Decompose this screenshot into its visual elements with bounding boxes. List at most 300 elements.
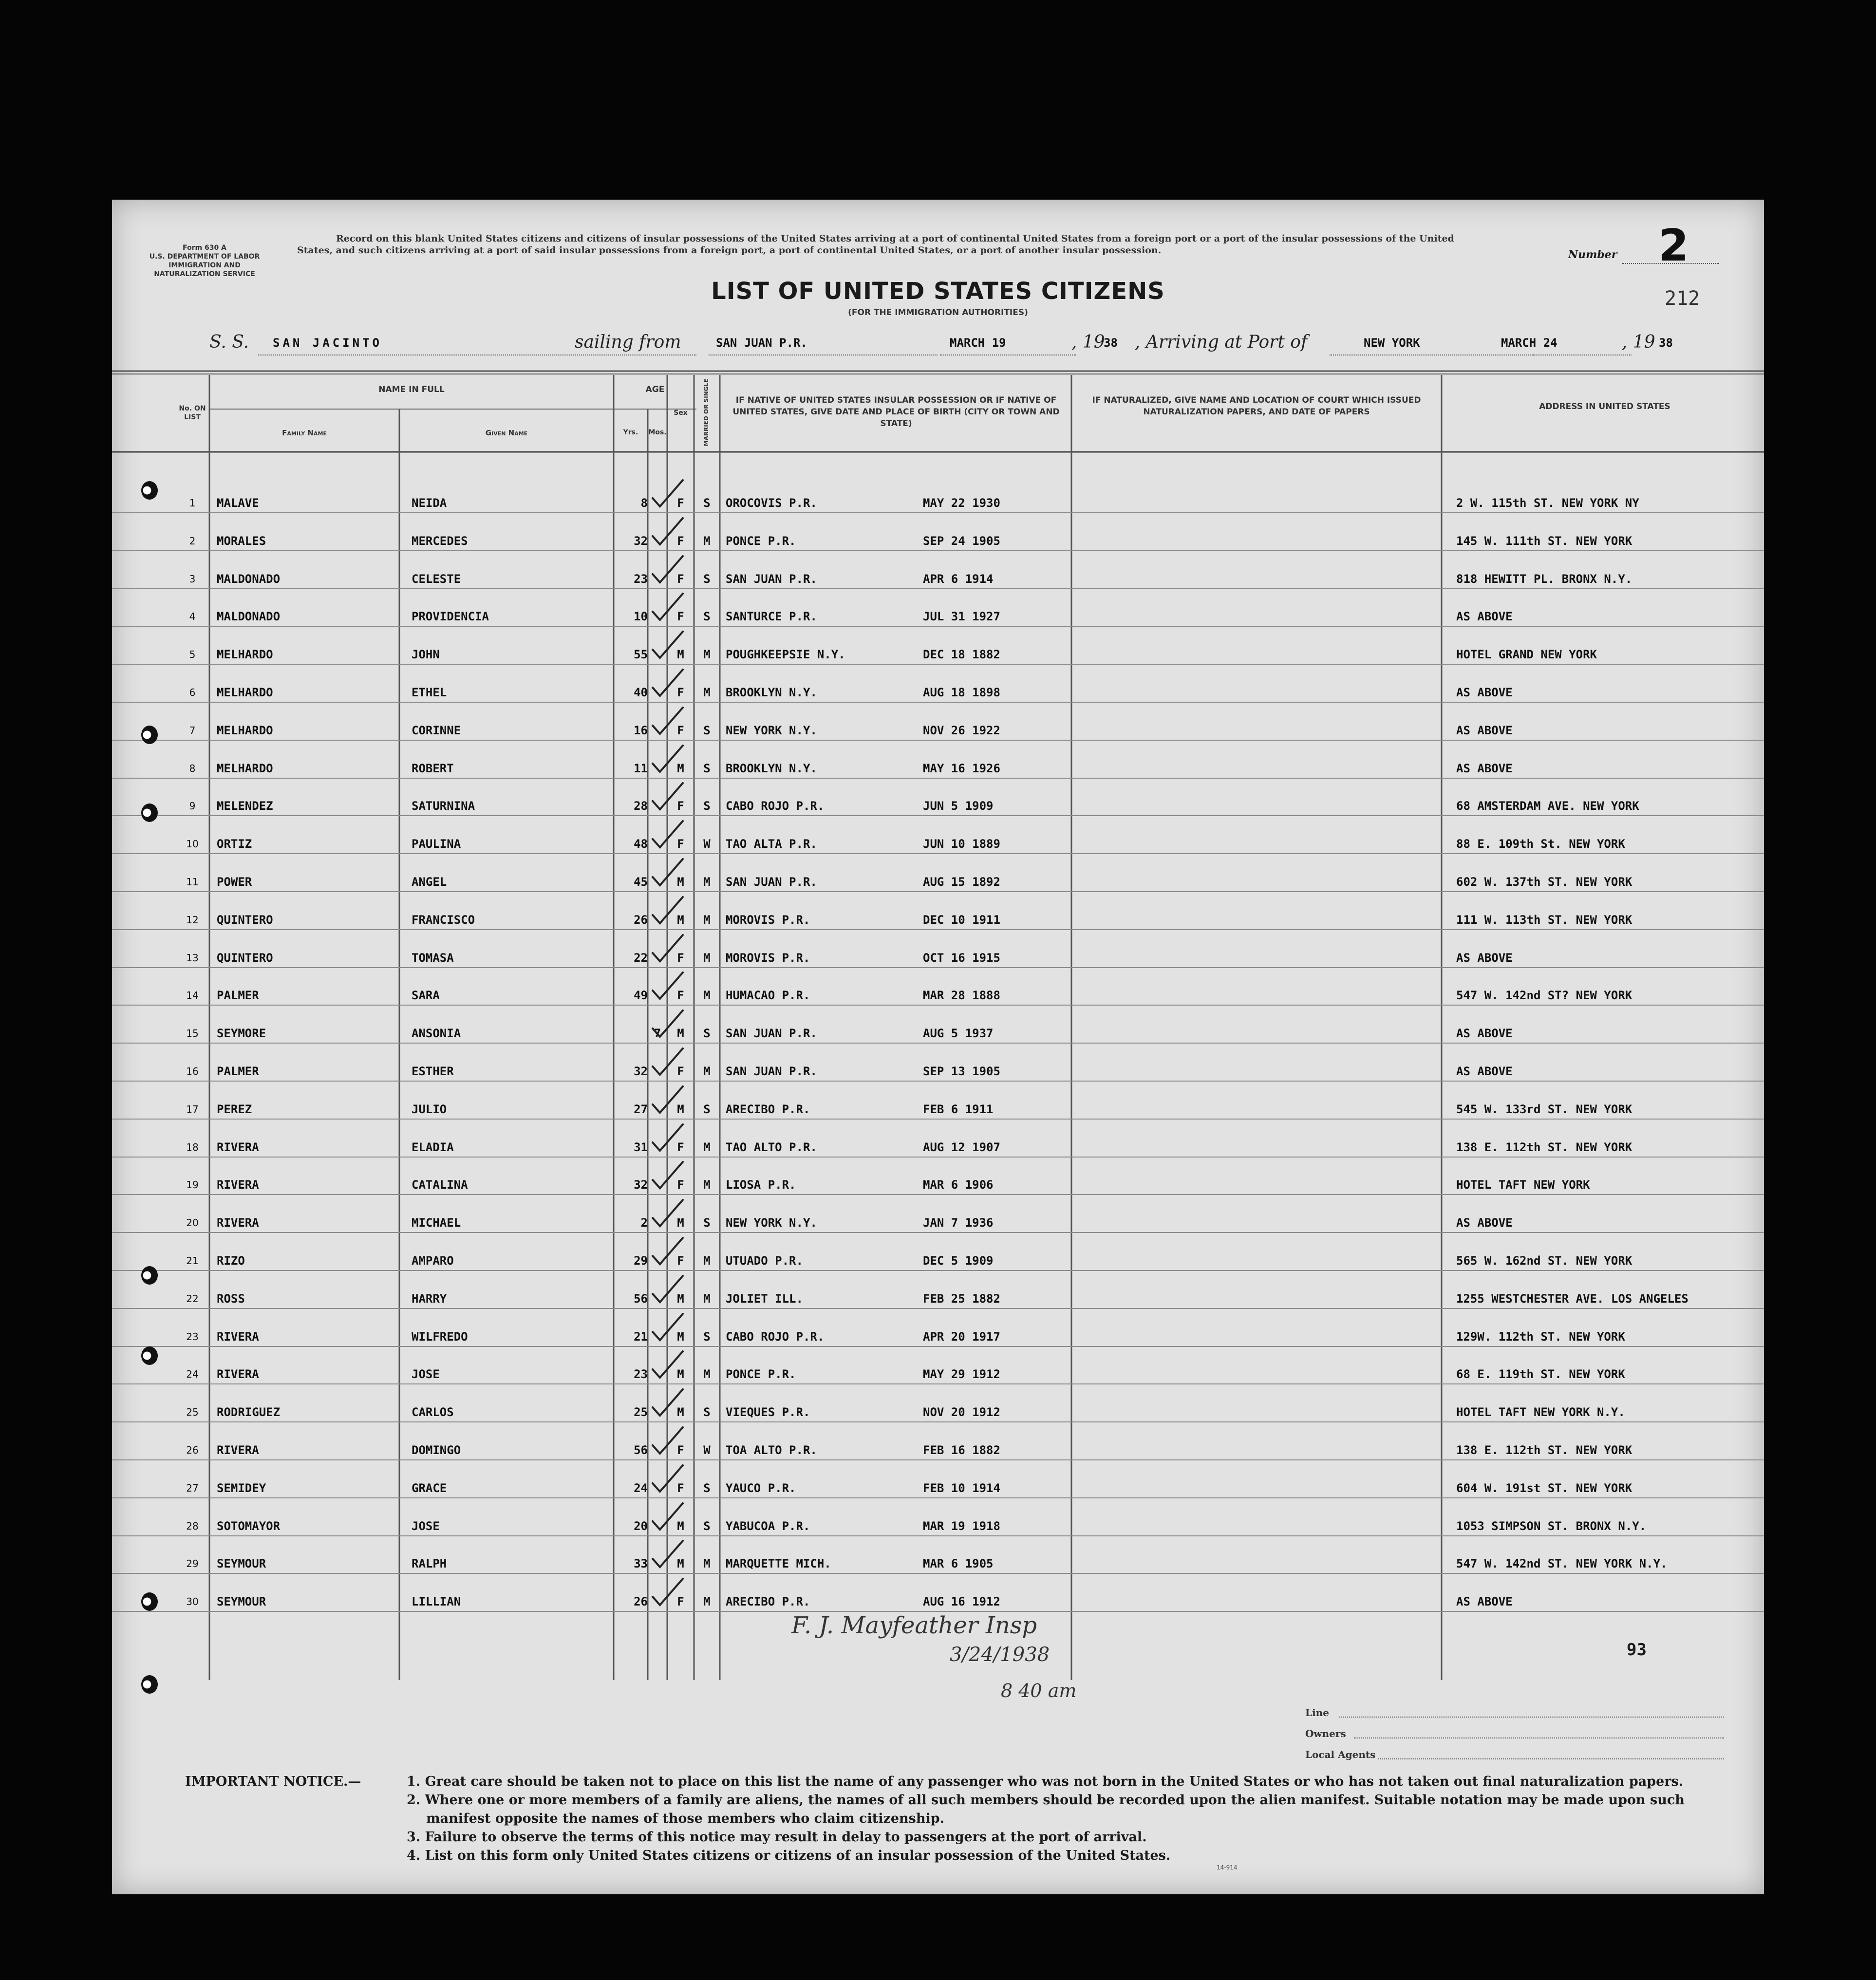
header-name-in-full: NAME IN FULL	[378, 385, 445, 394]
check-mark-icon	[648, 1272, 687, 1306]
check-mark-icon	[648, 742, 687, 776]
sex: M	[677, 913, 684, 927]
birth-place: MOROVIS P.R.	[726, 913, 810, 927]
sex: F	[677, 610, 684, 624]
marital-status: W	[703, 837, 711, 851]
birth-place: JOLIET ILL.	[726, 1291, 803, 1306]
marital-status: S	[703, 1519, 711, 1533]
marital-status: S	[703, 1027, 711, 1041]
age-years: 27	[634, 1102, 648, 1116]
line-field	[1339, 1717, 1724, 1718]
age-years: 11	[634, 761, 648, 775]
header-address: ADDRESS IN UNITED STATES	[1539, 402, 1670, 411]
address: 818 HEWITT PL. BRONX N.Y.	[1456, 572, 1632, 586]
sex: F	[677, 686, 684, 699]
birth-date: AUG 18 1898	[923, 686, 1000, 699]
family-name: RODRIGUEZ	[217, 1405, 281, 1420]
table-row	[112, 1215, 1764, 1232]
table-row	[112, 875, 1764, 891]
given-name: ANSONIA	[412, 1027, 461, 1041]
row-number: 19	[186, 1179, 199, 1191]
marital-status: M	[703, 951, 711, 965]
address: AS ABOVE	[1456, 686, 1513, 699]
address: 111 W. 113th ST. NEW YORK	[1456, 913, 1632, 927]
birth-date: JUN 10 1889	[923, 837, 1000, 851]
birth-place: HUMACAO P.R.	[726, 989, 810, 1003]
row-rule	[112, 588, 1764, 589]
table-row	[112, 1556, 1764, 1573]
age-years: 24	[634, 1481, 648, 1495]
marital-status: M	[703, 1065, 711, 1078]
form-service-1: IMMIGRATION AND	[169, 262, 241, 269]
check-mark-icon	[648, 817, 687, 851]
row-number: 20	[186, 1217, 199, 1229]
address: HOTEL GRAND NEW YORK	[1456, 648, 1597, 662]
table-row	[112, 913, 1764, 929]
table-row	[112, 1291, 1764, 1308]
marital-status: M	[703, 989, 711, 1003]
row-number: 28	[186, 1520, 199, 1532]
sex: M	[677, 1405, 684, 1420]
row-number: 7	[189, 724, 196, 736]
table-row	[112, 1140, 1764, 1157]
arrival-port: NEW YORK	[1364, 336, 1420, 350]
family-name: MALDONADO	[217, 572, 281, 586]
sex: M	[677, 761, 684, 775]
address: 88 E. 109th St. NEW YORK	[1456, 837, 1625, 851]
family-name: SEYMOUR	[217, 1557, 266, 1571]
row-rule	[112, 1421, 1764, 1422]
row-rule	[112, 550, 1764, 551]
age-years: 26	[634, 913, 648, 927]
birth-date: FEB 25 1882	[923, 1291, 1000, 1306]
row-number: 9	[189, 800, 196, 812]
marital-status: M	[703, 1557, 711, 1571]
age-years: 16	[634, 723, 648, 737]
row-rule	[112, 778, 1764, 779]
family-name: RIVERA	[217, 1443, 259, 1457]
birth-date: DEC 5 1909	[923, 1254, 994, 1268]
birth-place: TOA ALTO P.R.	[726, 1443, 817, 1457]
binder-hole	[141, 803, 158, 822]
age-years: 32	[634, 1065, 648, 1078]
sex: F	[677, 1065, 684, 1078]
marital-status: M	[703, 648, 711, 662]
notice-text-2: 2. Where one or more members of a family are aliens, the names of all such members should be recorded upon the alien manifest. Suitable notation may be made upon such manifest opposite the names of those members who claim citizenship.	[407, 1793, 1685, 1826]
given-name: CELESTE	[412, 572, 461, 586]
row-rule	[112, 1043, 1764, 1044]
header-age: AGE	[645, 385, 665, 394]
signed-time: 8 40 am	[1001, 1680, 1077, 1701]
birth-place: TAO ALTO P.R.	[726, 1140, 817, 1154]
birth-date: MAR 6 1905	[923, 1557, 994, 1571]
row-rule	[112, 1535, 1764, 1536]
birth-place: CABO ROJO P.R.	[726, 1329, 825, 1344]
marital-status: M	[703, 534, 711, 548]
birth-date: JUN 5 1909	[923, 799, 994, 813]
row-number: 6	[189, 687, 196, 698]
family-name: RIVERA	[217, 1178, 259, 1192]
address: 138 E. 112th ST. NEW YORK	[1456, 1443, 1632, 1457]
age-years: 23	[634, 572, 648, 586]
row-rule	[112, 1157, 1764, 1158]
birth-date: MAR 19 1918	[923, 1519, 1000, 1533]
row-number: 12	[186, 914, 199, 926]
family-name: MELENDEZ	[217, 799, 273, 813]
sex: F	[677, 496, 684, 510]
family-name: RIVERA	[217, 1216, 259, 1230]
row-number: 16	[186, 1065, 199, 1077]
family-name: MORALES	[217, 534, 266, 548]
check-mark-icon	[648, 1196, 687, 1230]
family-name: PALMER	[217, 989, 259, 1003]
table-row	[112, 723, 1764, 740]
sex: M	[677, 1329, 684, 1344]
family-name: RIVERA	[217, 1329, 259, 1344]
page-count: 93	[1627, 1640, 1647, 1660]
table-row	[112, 1519, 1764, 1535]
age-years: 2	[640, 1216, 648, 1230]
row-rule	[112, 815, 1764, 816]
table-row	[112, 761, 1764, 778]
form-number: Form 630 A	[183, 244, 226, 252]
sex: F	[677, 1254, 684, 1268]
owners-field	[1354, 1737, 1724, 1738]
marital-status: M	[703, 1140, 711, 1154]
table-row	[112, 572, 1764, 588]
family-name: SEMIDEY	[217, 1481, 266, 1495]
birth-date: SEP 24 1905	[923, 534, 1000, 548]
stamp-number: 212	[1665, 287, 1700, 310]
row-number: 29	[186, 1558, 199, 1570]
birth-date: MAR 6 1906	[923, 1178, 994, 1192]
row-rule	[112, 1270, 1764, 1271]
marital-status: M	[703, 913, 711, 927]
address: HOTEL TAFT NEW YORK	[1456, 1178, 1590, 1192]
given-name: ESTHER	[412, 1065, 454, 1078]
row-rule	[112, 702, 1764, 703]
family-name: ORTIZ	[217, 837, 252, 851]
age-years: 25	[634, 1405, 648, 1420]
address: AS ABOVE	[1456, 723, 1513, 737]
birth-date: MAY 22 1930	[923, 496, 1000, 510]
address: 545 W. 133rd ST. NEW YORK	[1456, 1102, 1632, 1116]
table-row	[112, 837, 1764, 853]
address: AS ABOVE	[1456, 761, 1513, 775]
sailing-label: sailing from	[575, 332, 681, 352]
row-rule	[112, 1383, 1764, 1384]
binder-hole	[141, 1266, 158, 1285]
ship-name: SAN JACINTO	[273, 336, 382, 350]
row-rule	[112, 967, 1764, 968]
address: AS ABOVE	[1456, 1595, 1513, 1609]
given-name: WILFREDO	[412, 1329, 468, 1344]
header-family-name: Family Name	[282, 429, 327, 437]
number-label: Number	[1568, 248, 1617, 261]
table-row	[112, 496, 1764, 512]
table-row	[112, 685, 1764, 702]
birth-place: SANTURCE P.R.	[726, 610, 817, 624]
check-mark-icon	[648, 1347, 687, 1382]
arrival-date: MARCH 24	[1501, 336, 1557, 350]
birth-place: BROOKLYN N.Y.	[726, 761, 817, 775]
table-row	[112, 1253, 1764, 1270]
sail-year: 38	[1104, 336, 1118, 350]
birth-place: BROOKLYN N.Y.	[726, 686, 817, 699]
header-married-single: MARRIED OR SINGLE	[703, 378, 710, 447]
check-mark-icon	[648, 476, 687, 510]
age-years: 56	[634, 1443, 648, 1457]
row-number: 17	[186, 1103, 199, 1115]
given-name: DOMINGO	[412, 1443, 461, 1457]
birth-place: ARECIBO P.R.	[726, 1102, 810, 1116]
row-number: 30	[186, 1596, 199, 1608]
marital-status: S	[703, 799, 711, 813]
age-years: 32	[634, 1178, 648, 1192]
marital-status: M	[703, 1291, 711, 1306]
arriving-label: , Arriving at Port of	[1135, 332, 1308, 352]
row-rule	[112, 1497, 1764, 1498]
birth-date: DEC 10 1911	[923, 913, 1000, 927]
birth-place: SAN JUAN P.R.	[726, 875, 817, 889]
number-value: 2	[1658, 220, 1689, 271]
address: 68 E. 119th ST. NEW YORK	[1456, 1367, 1625, 1382]
sex: M	[677, 1216, 684, 1230]
family-name: MELHARDO	[217, 723, 273, 737]
given-name: HARRY	[412, 1291, 447, 1306]
form-identifier	[131, 243, 278, 279]
birth-date: SEP 13 1905	[923, 1065, 1000, 1078]
birth-place: YABUCOA P.R.	[726, 1519, 810, 1533]
table-row	[112, 1102, 1764, 1119]
given-name: PAULINA	[412, 837, 461, 851]
owners-label: Owners	[1305, 1728, 1346, 1739]
check-mark-icon	[648, 590, 687, 624]
family-name: MELHARDO	[217, 648, 273, 662]
check-mark-icon	[648, 855, 687, 889]
marital-status: S	[703, 1405, 711, 1420]
notice-item	[185, 1773, 1719, 1791]
birth-place: SAN JUAN P.R.	[726, 572, 817, 586]
address: 1053 SIMPSON ST. BRONX N.Y.	[1456, 1519, 1647, 1533]
check-mark-icon	[648, 931, 687, 965]
family-name: MALAVE	[217, 496, 259, 510]
given-name: SARA	[412, 989, 440, 1003]
family-name: SEYMORE	[217, 1027, 266, 1041]
form-department: U.S. DEPARTMENT OF LABOR	[149, 253, 260, 261]
address: 1255 WESTCHESTER AVE. LOS ANGELES	[1456, 1291, 1688, 1306]
row-rule	[112, 1459, 1764, 1460]
signed-date: 3/24/1938	[950, 1644, 1050, 1666]
age-years: 48	[634, 837, 648, 851]
given-name: RALPH	[412, 1557, 447, 1571]
family-name: PALMER	[217, 1065, 259, 1078]
birth-place: CABO ROJO P.R.	[726, 799, 825, 813]
sex: M	[677, 1027, 684, 1041]
given-name: JULIO	[412, 1102, 447, 1116]
local-agents-label: Local Agents	[1305, 1749, 1376, 1760]
table-row	[112, 647, 1764, 664]
address: 138 E. 112th ST. NEW YORK	[1456, 1140, 1632, 1154]
row-number: 5	[189, 649, 196, 661]
marital-status: S	[703, 1329, 711, 1344]
birth-place: UTUADO P.R.	[726, 1254, 803, 1268]
birth-place: VIEQUES P.R.	[726, 1405, 810, 1420]
age-years: 20	[634, 1519, 648, 1533]
row-number: 23	[186, 1330, 199, 1343]
binder-hole	[141, 481, 158, 500]
given-name: MERCEDES	[412, 534, 468, 548]
given-name: TOMASA	[412, 951, 454, 965]
marital-status: S	[703, 610, 711, 624]
sex: M	[677, 1519, 684, 1533]
sex: F	[677, 1481, 684, 1495]
marital-status: S	[703, 761, 711, 775]
marital-status: W	[703, 1443, 711, 1457]
sex: F	[677, 989, 684, 1003]
row-rule	[112, 853, 1764, 854]
sex: M	[677, 875, 684, 889]
intro-paragraph: Record on this blank United States citizens and citizens of insular possessions of the United States arriving at a port of continental United States from a foreign port or a port of the insular possessions of the United States, and such citizens arriving at a port of said insular possessions from a foreign port, a port of continental United States, or a port of another insular possession.	[297, 233, 1454, 256]
given-name: CORINNE	[412, 723, 461, 737]
row-number: 26	[186, 1444, 199, 1456]
sex: M	[677, 1367, 684, 1382]
row-number: 13	[186, 952, 199, 964]
given-name: JOHN	[412, 648, 440, 662]
sex: F	[677, 1140, 684, 1154]
sex: F	[677, 837, 684, 851]
page-title: LIST OF UNITED STATES CITIZENS	[711, 278, 1165, 305]
marital-status: M	[703, 1178, 711, 1192]
given-name: ETHEL	[412, 686, 447, 699]
address: 145 W. 111th ST. NEW YORK	[1456, 534, 1632, 548]
birth-place: SAN JUAN P.R.	[726, 1027, 817, 1041]
birth-place: TAO ALTA P.R.	[726, 837, 817, 851]
manifest-sheet	[112, 200, 1764, 1894]
table-row	[112, 1405, 1764, 1421]
sex: M	[677, 1102, 684, 1116]
birth-date: MAR 28 1888	[923, 989, 1000, 1003]
birth-date: FEB 10 1914	[923, 1481, 1000, 1495]
line-label: Line	[1305, 1707, 1329, 1718]
row-number: 2	[189, 535, 196, 547]
notice-item	[185, 1791, 1719, 1828]
sex: M	[677, 1291, 684, 1306]
birth-place: POUGHKEEPSIE N.Y.	[726, 648, 845, 662]
birth-date: FEB 16 1882	[923, 1443, 1000, 1457]
check-mark-icon	[648, 552, 687, 586]
table-row	[112, 1329, 1764, 1346]
row-number: 24	[186, 1368, 199, 1381]
address: 547 W. 142nd ST. NEW YORK N.Y.	[1456, 1557, 1668, 1571]
birth-date: OCT 16 1915	[923, 951, 1000, 965]
table-row	[112, 951, 1764, 967]
row-number: 15	[186, 1027, 199, 1040]
marital-status: S	[703, 496, 711, 510]
check-mark-icon	[648, 704, 687, 738]
age-years: 23	[634, 1367, 648, 1382]
marital-status: S	[703, 1481, 711, 1495]
row-rule	[112, 626, 1764, 627]
address: 129W. 112th ST. NEW YORK	[1456, 1329, 1625, 1344]
address: AS ABOVE	[1456, 1065, 1513, 1078]
given-name: CARLOS	[412, 1405, 454, 1420]
binder-hole	[141, 1592, 158, 1611]
row-rule	[112, 891, 1764, 892]
check-mark-icon	[648, 1423, 687, 1457]
family-name: RIZO	[217, 1254, 245, 1268]
birth-date: AUG 15 1892	[923, 875, 1000, 889]
marital-status: S	[703, 1102, 711, 1116]
row-number: 11	[186, 876, 199, 888]
row-number: 14	[186, 990, 199, 1002]
row-number: 4	[189, 611, 196, 623]
signature-text: F. J. Mayfeather Insp	[791, 1612, 1037, 1639]
family-name: POWER	[217, 875, 252, 889]
check-mark-icon	[648, 1499, 687, 1533]
address: 547 W. 142nd ST? NEW YORK	[1456, 989, 1632, 1003]
birth-place: NEW YORK N.Y.	[726, 723, 817, 737]
check-mark-icon	[648, 1461, 687, 1495]
row-number: 10	[186, 838, 199, 850]
check-mark-icon	[648, 1310, 687, 1344]
check-mark-icon	[648, 628, 687, 662]
address: 68 AMSTERDAM AVE. NEW YORK	[1456, 799, 1639, 813]
address: AS ABOVE	[1456, 610, 1513, 624]
address: 2 W. 115th ST. NEW YORK NY	[1456, 496, 1639, 510]
birth-date: AUG 5 1937	[923, 1027, 994, 1041]
row-rule	[112, 1005, 1764, 1006]
from-port: SAN JUAN P.R.	[716, 336, 807, 350]
header-birth: IF NATIVE OF UNITED STATES INSULAR POSSESSION OR IF NATIVE OF UNITED STATES, GIVE DATE AND PLACE OF BIRTH (CITY OR TOWN AND STATE)	[732, 395, 1060, 429]
given-name: SATURNINA	[412, 799, 475, 813]
row-rule	[112, 1232, 1764, 1233]
birth-place: NEW YORK N.Y.	[726, 1216, 817, 1230]
row-rule	[112, 1081, 1764, 1082]
family-name: MALDONADO	[217, 610, 281, 624]
age-years: 40	[634, 686, 648, 699]
check-mark-icon	[648, 1385, 687, 1420]
given-name: AMPARO	[412, 1254, 454, 1268]
important-notice	[185, 1773, 1719, 1865]
notice-text-3: 3. Failure to observe the terms of this notice may result in delay to passengers at the port of arrival.	[407, 1830, 1147, 1845]
row-rule	[112, 1308, 1764, 1309]
given-name: ELADIA	[412, 1140, 454, 1154]
birth-place: LIOSA P.R.	[726, 1178, 796, 1192]
check-mark-icon	[648, 969, 687, 1003]
header-sex: Sex	[674, 409, 688, 417]
binder-hole	[141, 726, 158, 744]
given-name: PROVIDENCIA	[412, 610, 489, 624]
marital-status: S	[703, 572, 711, 586]
age-years: 8	[640, 496, 648, 510]
table-row	[112, 799, 1764, 815]
check-mark-icon	[648, 666, 687, 700]
birth-date: JAN 7 1936	[923, 1216, 994, 1230]
given-name: MICHAEL	[412, 1216, 461, 1230]
check-mark-icon	[648, 1045, 687, 1079]
given-name: JOSE	[412, 1367, 440, 1382]
table-row	[112, 1064, 1764, 1081]
header-naturalized: IF NATURALIZED, GIVE NAME AND LOCATION OF COURT WHICH ISSUED NATURALIZATION PAPERS, AND DATE OF PAPERS	[1092, 395, 1421, 417]
row-rule	[112, 664, 1764, 665]
check-mark-icon	[648, 1083, 687, 1117]
age-years: 28	[634, 799, 648, 813]
notice-text-1: 1. Great care should be taken not to place on this list the name of any passenger who was not born in the United States or who has not taken out final naturalization papers.	[407, 1774, 1684, 1789]
check-mark-icon	[648, 1007, 687, 1041]
birth-date: NOV 20 1912	[923, 1405, 1000, 1420]
birth-date: APR 20 1917	[923, 1329, 1000, 1344]
